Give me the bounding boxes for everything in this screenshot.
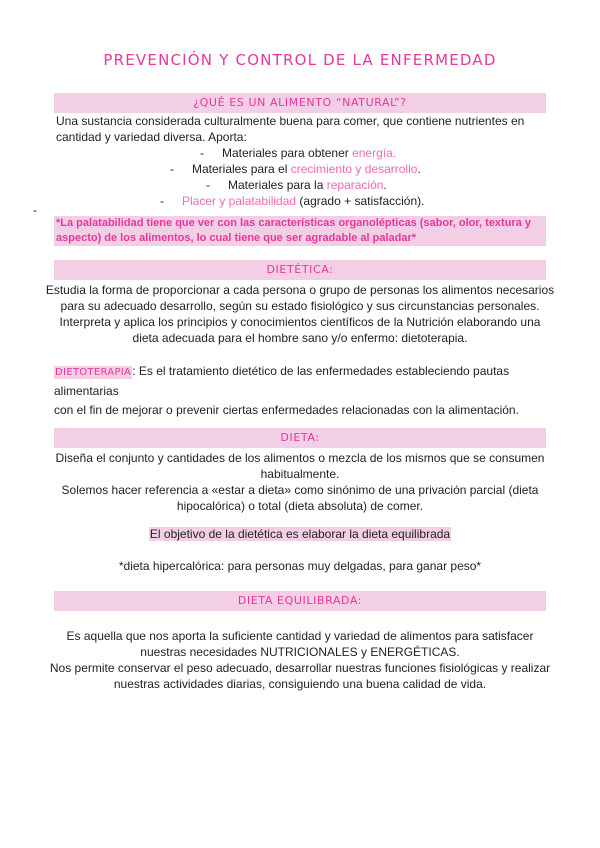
dietoterapia-text-2: con el fin de mejorar o prevenir ciertas enfermedades relacionadas con la alimentación. xyxy=(54,403,519,417)
heading-alimento-natural: ¿QUÉ ES UN ALIMENTO “NATURAL”? xyxy=(54,93,546,113)
dietetica-line: Estudia la forma de proporcionar a cada persona o grupo de personas los alimentos necesarios xyxy=(45,283,555,297)
bullet-dash: - xyxy=(170,162,174,176)
note-line-2: aspecto) de los alimentos, lo cual tiene que ser agradable al paladar* xyxy=(56,232,417,244)
bullet-3 xyxy=(206,177,387,193)
bullet-dash: - xyxy=(206,178,210,192)
highlighted-objective: El objetivo de la dietética es elaborar la dieta equilibrada xyxy=(149,527,451,541)
alimento-definition xyxy=(56,113,556,145)
equilibrada-line: Es aquella que nos aporta la suficiente cantidad y variedad de alimentos para satisfacer xyxy=(66,629,534,643)
dieta-paragraph xyxy=(40,450,560,514)
bullet-post-text: . xyxy=(417,162,421,176)
dietoterapia-text: : Es el tratamiento dietético de las enfermedades estableciendo pautas alimentarias xyxy=(54,364,510,398)
bullet-dash: - xyxy=(200,146,204,160)
bullet-4 xyxy=(160,193,424,209)
bullet-text: Materiales para la xyxy=(228,178,327,192)
palatabilidad-note xyxy=(54,216,546,246)
bullet-2 xyxy=(170,161,421,177)
bullet-text: Materiales para obtener xyxy=(222,146,353,160)
dieta-line: Diseña el conjunto y cantidades de los alimentos o mezcla de los mismos que se consumen xyxy=(55,451,545,465)
alimento-line-1: Una sustancia considerada culturalmente buena para comer, que contiene nutrientes en xyxy=(56,114,525,128)
dieta-line: hipocalórica) o total (dieta absoluta) de comer. xyxy=(176,499,424,513)
bullet-dash: - xyxy=(160,194,164,208)
dietetica-line: para su adecuado desarrollo, según su estado fisiológico y sus circunstancias personales. xyxy=(60,299,540,313)
dieta-line: habitualmente. xyxy=(260,467,340,481)
dietetica-paragraph xyxy=(40,282,560,346)
equilibrada-line: Nos permite conservar el peso adecuado, desarrollar nuestras funciones fisiológicas y realizar xyxy=(49,661,551,675)
bullet-pink-text: Placer y palatabilidad xyxy=(182,194,297,208)
stray-dash: - xyxy=(33,203,37,217)
dietoterapia-label: DIETOTERAPIA xyxy=(55,367,132,378)
heading-dieta: DIETA: xyxy=(54,428,546,448)
equilibrada-line: nuestras necesidades NUTRICIONALES y ENERGÉTICAS. xyxy=(140,645,460,659)
bullet-text: Materiales para el xyxy=(192,162,291,176)
dieta-objective xyxy=(40,526,560,542)
page-title: PREVENCIÓN Y CONTROL DE LA ENFERMEDAD xyxy=(103,51,497,69)
bullet-pink-text: energía. xyxy=(352,146,397,160)
bullet-post-text: . xyxy=(383,178,387,192)
bullet-pink-text: reparación xyxy=(326,178,384,192)
heading-dietetica: DIETÉTICA: xyxy=(54,260,546,280)
bullet-pink-text: crecimiento y desarrollo xyxy=(290,162,418,176)
equilibrada-paragraph xyxy=(40,628,560,692)
alimento-line-2: cantidad y variedad diversa. Aporta: xyxy=(56,130,247,144)
dietetica-line: dieta adecuada para el hombre sano y/o enfermo: dietoterapia. xyxy=(132,331,468,345)
heading-dieta-equilibrada: DIETA EQUILIBRADA: xyxy=(54,591,546,611)
note-line-1: *La palatabilidad tiene que ver con las características organolépticas (sabor, olor, textura y xyxy=(56,217,532,229)
bullet-post-text: (agrado + satisfacción). xyxy=(296,194,425,208)
bullet-1 xyxy=(200,145,396,161)
dietetica-line: Interpreta y aplica los principios y conocimientos científicos de la Nutrición elaborando una xyxy=(59,315,541,329)
dieta-hipercalorica-note: *dieta hipercalórica: para personas muy delgadas, para ganar peso* xyxy=(118,559,482,573)
dieta-line: Solemos hacer referencia a «estar a dieta» como sinónimo de una privación parcial (dieta xyxy=(61,483,539,497)
equilibrada-line: nuestras actividades diarias, consiguiendo una buena calidad de vida. xyxy=(113,677,487,691)
dietoterapia-paragraph xyxy=(54,362,554,420)
